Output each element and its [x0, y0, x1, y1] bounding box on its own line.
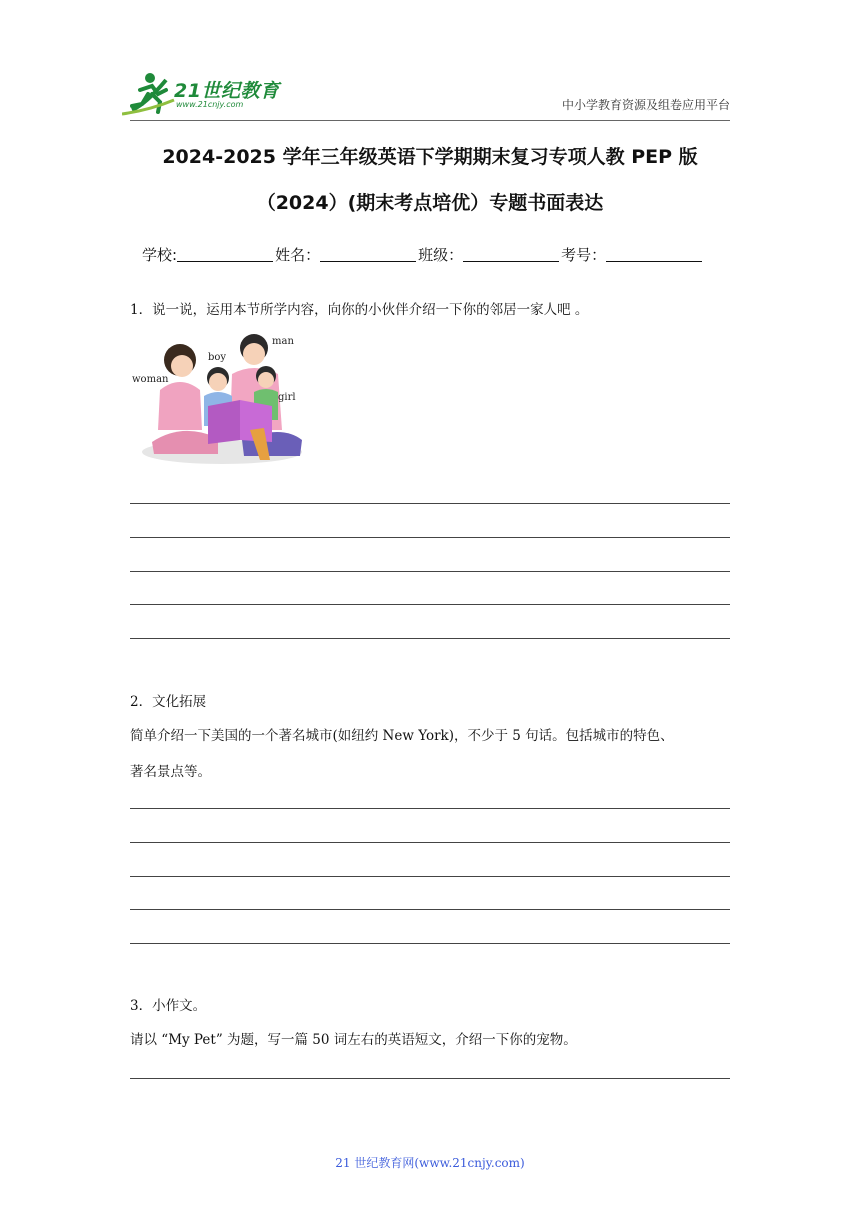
name-label: 姓名：	[275, 246, 321, 264]
question-3-detail-1: 请以 “My Pet” 为题，写一篇 50 词左右的英语短文，介绍一下你的宠物。	[130, 1032, 577, 1048]
logo-text: 21世纪教育	[174, 80, 280, 102]
header-divider	[130, 120, 730, 121]
class-blank[interactable]	[463, 247, 559, 262]
name-blank[interactable]	[320, 247, 416, 262]
platform-label: 中小学教育资源及组卷应用平台	[561, 98, 730, 112]
answer-line[interactable]	[130, 909, 730, 910]
answer-line[interactable]	[130, 537, 730, 538]
answer-line[interactable]	[130, 876, 730, 877]
answer-line[interactable]	[130, 503, 730, 504]
label-woman: woman	[132, 374, 169, 385]
footer-link[interactable]: 21 世纪教育网(www.21cnjy.com)	[335, 1156, 525, 1170]
label-man: man	[272, 336, 294, 347]
answer-line[interactable]	[130, 943, 730, 944]
label-girl: girl	[278, 392, 296, 403]
page-title-line1: 2024-2025 学年三年级英语下学期期末复习专项人教 PEP 版	[162, 146, 698, 168]
label-boy: boy	[208, 352, 227, 363]
exam-no-label: 考号：	[561, 246, 607, 264]
question-2-detail-2: 著名景点等。	[130, 764, 211, 780]
answer-line[interactable]	[130, 638, 730, 639]
student-info-row	[142, 244, 704, 265]
school-blank[interactable]	[177, 247, 273, 262]
exam-no-blank[interactable]	[606, 247, 702, 262]
class-label: 班级：	[418, 246, 464, 264]
question-2-prompt: 2．文化拓展	[130, 694, 207, 710]
answer-line[interactable]	[130, 571, 730, 572]
question-2-detail-1: 简单介绍一下美国的一个著名城市(如纽约 New York)，不少于 5 句话。包括城市的特色、	[130, 728, 674, 744]
page-title-line2: （2024）(期末考点培优）专题书面表达	[256, 192, 604, 214]
answer-line[interactable]	[130, 808, 730, 809]
answer-line[interactable]	[130, 604, 730, 605]
logo-url: www.21cnjy.com	[176, 100, 244, 109]
question-3-prompt: 3．小作文。	[130, 998, 207, 1014]
runner-logo-icon	[122, 70, 178, 118]
question-1-prompt: 1．说一说，运用本节所学内容，向你的小伙伴介绍一下你的邻居一家人吧 。	[130, 302, 589, 318]
site-logo	[122, 70, 292, 118]
family-illustration	[132, 330, 308, 468]
school-label: 学校:	[142, 246, 178, 264]
answer-line[interactable]	[130, 1078, 730, 1079]
answer-line[interactable]	[130, 842, 730, 843]
